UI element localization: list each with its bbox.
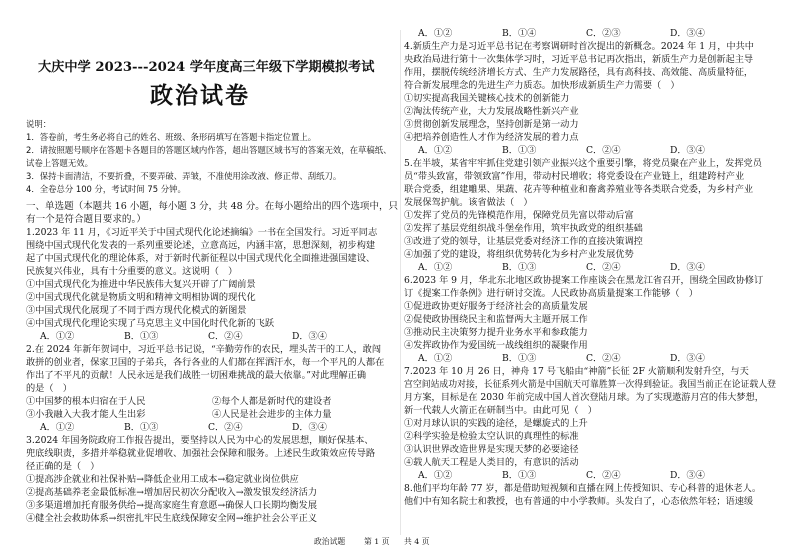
section-heading-cont: 有一个是符合题目要求的。）	[26, 214, 146, 225]
question-2-statement: ③小我融入大我才能人生出彩	[26, 409, 146, 420]
question-2-text: 作出了不平凡的贡献！人民永远是我们战胜一切困难挑战的最大依靠。”对此理解正确	[26, 370, 367, 381]
question-1-text: 1.2023 年 11 月，《习近平关于中国式现代化论述摘编》一书在全国发行。习近平同志	[26, 227, 378, 238]
question-5-text: 联合党委，组建雕果、果蔬、花卉等种植业和畜禽养殖业等各类联合党委，为乡村产业	[404, 184, 754, 195]
question-1-option-b: B．①③	[124, 331, 159, 342]
question-1-option-d: D．③④	[292, 331, 327, 342]
question-3-statement: ④健全社会救助体系→织密扎牢民生底线保障安全网→维护社会公平正义	[26, 513, 318, 524]
question-2-text: 2.在 2024 年新年贺词中，习近平总书记说，“辛勤劳作的农民，埋头苦干的工人，敢闯	[26, 344, 382, 355]
question-2-option-a: A．①②	[40, 422, 75, 433]
question-5-statement: ③改进了党的领导，让基层党委对经济工作的直接决策调控	[404, 236, 643, 247]
question-1-statement: ④中国式现代化理论实现了马克思主义中国化时代化新的飞跃	[26, 318, 275, 329]
question-6-option-b: B．①③	[502, 353, 537, 364]
question-3-option-a: A．①②	[418, 28, 453, 39]
question-7-text: 月方案，目标是在 2030 年前完成中国人首次登陆月球。为了实现遨游月宫的伟大梦想，	[404, 392, 764, 403]
question-7-text: 7.2023 年 10 月 26 日，神舟 17 号飞船由“神箭”长征 2F 火箭顺利发射升空，与天	[404, 366, 749, 377]
question-4-option-a: A．①②	[418, 145, 453, 156]
subject-title: 政治试卷	[150, 82, 250, 109]
question-3-text: 径正确的是（ ）	[26, 461, 100, 472]
question-3-statement: ③多渠道增加托育服务供给→提高家庭生育意愿→确保人口长期均衡发展	[26, 500, 318, 511]
question-4-option-d: D．③④	[670, 145, 705, 156]
instructions-heading: 说明：	[26, 119, 52, 129]
column-divider	[400, 30, 401, 535]
question-6-option-a: A．①②	[418, 353, 453, 364]
question-2-statement: ②每个人都是新时代的建设者	[212, 396, 332, 407]
question-3-statement: ②提高基础养老金最低标准→增加居民初次分配收入→激发银发经济活力	[26, 487, 318, 498]
question-1-text: 民族复兴伟业，具有十分重要的意义。这说明（ ）	[26, 266, 238, 277]
question-5-statement: ①发挥了党员的先锋模范作用，保障党员先富以带动后富	[404, 210, 634, 221]
question-1-option-a: A．①②	[40, 331, 75, 342]
question-3-text: 兜底线职责，多措并举稳就业促增收、加强社会保障和服务。上述民生政策效应传导路	[26, 448, 376, 459]
question-4-option-b: B．①③	[502, 145, 537, 156]
question-1-statement: ③中国式现代化展现了不同于西方现代化模式的新图景	[26, 305, 247, 316]
question-1-statement: ②中国式现代化就是物质文明和精神文明相协调的现代化	[26, 292, 256, 303]
instruction-line: 4．全卷总分 100 分，考试时间 75 分钟。	[26, 184, 186, 194]
footer-page-number: 第 1 页	[364, 537, 390, 546]
question-4-statement: ②淘汰传统产业，大力发展战略性新兴产业	[404, 106, 579, 117]
question-2-option-c: C．②④	[208, 422, 243, 433]
question-3-statement: ①提高涉企就业和社保补贴→降低企业用工成本→稳定就业岗位供应	[26, 474, 299, 485]
question-7-option-d: D．③④	[670, 470, 705, 481]
question-6-text: 6.2023 年 9 月，华北东北地区政协提案工作座谈会在黑龙江省召开，围绕全国政协修订	[404, 275, 764, 286]
question-1-statement: ①中国式现代化为推进中华民族伟大复兴开辟了广阔前景	[26, 279, 256, 290]
question-7-text: 宫空间站成功对接，长征系列火箭是中国航天可靠胜算一次得到验证。我国当前正在论证载人登	[404, 379, 776, 390]
instruction-line: 试卷上答题无效。	[26, 158, 93, 168]
question-5-text: 5.在半坡，某省牢牢抓住党建引领产业振兴这个重要引擎，将党员聚在产业上，发挥党员	[404, 158, 762, 169]
question-6-statement: ③推动民主决策努力提升业务水平和参政能力	[404, 327, 588, 338]
question-6-statement: ④发挥政协作为爱国统一战线组织的凝聚作用	[404, 340, 588, 351]
question-5-text: 发展保驾护航。该省做法（ ）	[404, 197, 533, 208]
question-5-option-c: C．②④	[586, 262, 621, 273]
question-8-text: 他们中有知名院士和教授，也有普通的中小学教师。头发白了，心态依然年轻；语速缓	[404, 496, 754, 507]
question-3-option-d: D．③④	[670, 28, 705, 39]
question-3-option-c: C．②③	[586, 28, 621, 39]
instruction-line: 3．保持卡面清洁，不要折叠，不要弄破、弄皱，不准使用涂改液、修正带、刮纸刀。	[26, 171, 342, 181]
question-2-option-b: B．①③	[124, 422, 159, 433]
question-5-statement: ④加强了党的建设，将组织优势转化为乡村产业发展优势	[404, 249, 634, 260]
question-4-statement: ④把培养创造性人才作为经济发展的着力点	[404, 132, 579, 143]
question-2-statement: ④人民是社会进步的主体力量	[212, 409, 332, 420]
question-4-statement: ①切实提高我国关键核心技术的创新能力	[404, 93, 570, 104]
instruction-line: 2．请按照题号顺序在答题卡各题目的答题区域内作答，超出答题区域书写的答案无效，在草稿纸、	[26, 145, 392, 155]
question-4-text: 4.新质生产力是习近平总书记在考察调研时首次提出的新概念。2024 年 1 月，中共中	[404, 41, 754, 52]
question-8-text: 8.他们平均年龄 77 岁，都是借助短视频和直播在网上传授知识、专心科普的退休老人。	[404, 483, 762, 494]
question-6-statement: ②促使政协围绕民主和监督两大主题开展工作	[404, 314, 588, 325]
question-5-option-b: B．①③	[502, 262, 537, 273]
question-5-option-a: A．①②	[418, 262, 453, 273]
footer-paper-name: 政治试题	[314, 537, 346, 546]
question-7-statement: ③认识世界改造世界是实现天梦的必要途径	[404, 444, 579, 455]
question-6-option-c: C．②④	[586, 353, 621, 364]
exam-title: 大庆中学 2023---2024 学年度高三年级下学期模拟考试	[38, 60, 375, 75]
question-2-statement: ①中国梦的根本归宿在于人民	[26, 396, 146, 407]
question-7-statement: ④载人航天工程是人类目的，有意识的活动	[404, 457, 579, 468]
question-1-text: 围绕中国式现代化发表的一系列重要论述，立意高远，内涵丰富，思想深刻，初步构建	[26, 240, 376, 251]
question-6-text: 订《提案工作条例》进行研讨交流。人民政协高质量提案工作能够（ ）	[404, 288, 698, 299]
question-2-option-d: D．③④	[292, 422, 327, 433]
question-3-option-b: B．①④	[502, 28, 537, 39]
question-7-option-c: C．②④	[586, 470, 621, 481]
question-7-text: 新一代载人火箭正在研制当中。由此可见（ ）	[404, 405, 597, 416]
question-4-text: 作用，摆脱传统经济增长方式、生产力发展路径，具有高科技、高效能、高质量特征，	[404, 67, 754, 78]
footer-total-pages: 共 4 页	[404, 537, 430, 546]
question-4-statement: ③贯彻创新发展理念，坚持创新是第一动力	[404, 119, 579, 130]
question-4-text: 央政治局进行第十一次集体学习时，习近平总书记再次指出，新质生产力是创新起主导	[404, 54, 754, 65]
question-4-text: 符合新发展理念的先进生产力质态。加快形成新质生产力需要（ ）	[404, 80, 680, 91]
question-3-text: 3.2024 年国务院政府工作报告提出，要坚持以人民为中心的发展思想，顺好保基本、	[26, 435, 374, 446]
question-4-option-c: C．②④	[586, 145, 621, 156]
question-1-text: 起了中国式现代化的理论体系，对于新时代新征程以中国式现代化全面推进强国建设、	[26, 253, 376, 264]
question-5-statement: ②发挥了基层党组织战斗堡垒作用，筑牢执政党的组织基础	[404, 223, 643, 234]
question-5-option-d: D．③④	[670, 262, 705, 273]
question-2-text: 的是（ ）	[26, 383, 72, 394]
question-7-option-b: B．①③	[502, 470, 537, 481]
question-6-statement: ①促进政协更好服务于经济社会的高质量发展	[404, 301, 588, 312]
section-heading: 一、单选题（本题共 16 小题，每小题 3 分，共 48 分。在每小题给出的四个选项中，只	[26, 201, 399, 212]
question-1-option-c: C．②④	[208, 331, 243, 342]
question-6-option-d: D．③④	[670, 353, 705, 364]
question-5-text: 员“带头致富，带领致富”作用，带动村民增收；将党委设在产业链上，组建跨村产业	[404, 171, 745, 182]
question-2-text: 敢拼的创业者，保家卫国的子弟兵，各行各业的人们都在挥洒汗水，每一个平凡的人都在	[26, 357, 385, 368]
question-7-statement: ②科学实验是检验太空认识的真理性的标准	[404, 431, 579, 442]
instruction-line: 1．答卷前，考生务必将自己的姓名、班级、条形码填写在答题卡指定位置上。	[26, 132, 317, 142]
question-7-statement: ①对月球认识的实践的途径，是螺旋式的上升	[404, 418, 588, 429]
question-7-option-a: A．①②	[418, 470, 453, 481]
